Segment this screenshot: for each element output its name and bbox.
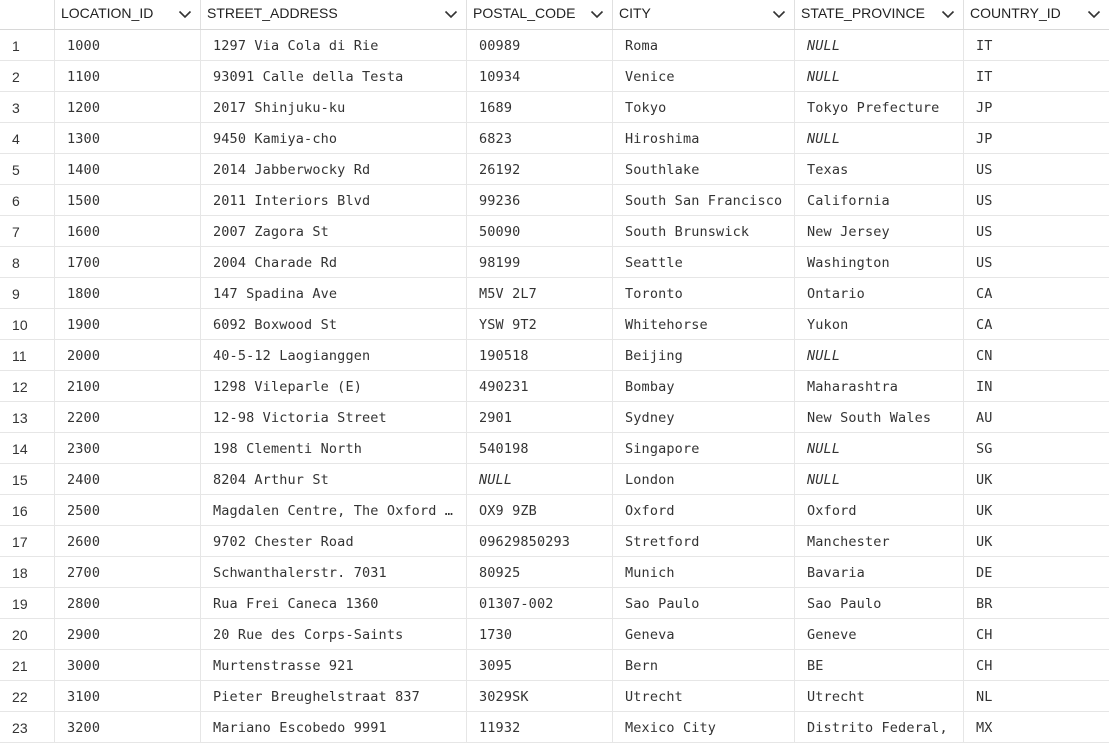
cell-postal-code[interactable]: 99236 — [467, 185, 613, 215]
cell-street-address[interactable]: 2007 Zagora St — [201, 216, 467, 246]
cell-country-id[interactable]: JP — [976, 100, 993, 116]
cell-location-id[interactable]: 2000 — [55, 340, 201, 370]
cell-state-province[interactable]: NULL — [795, 61, 964, 91]
cell-row-number[interactable]: 5 — [0, 154, 55, 184]
cell-row-number[interactable]: 3 — [0, 92, 55, 122]
table-row[interactable] — [0, 340, 1109, 371]
table-row[interactable] — [0, 309, 1109, 340]
cell-location-id[interactable]: 3000 — [55, 650, 201, 680]
cell-postal-code[interactable]: 490231 — [467, 371, 613, 401]
cell-state-province[interactable]: New South Wales — [795, 402, 964, 432]
cell-country-id[interactable]: IN — [976, 379, 993, 395]
column-header-label: CITY — [619, 5, 651, 21]
cell-location-id[interactable]: 1600 — [55, 216, 201, 246]
cell-state-province[interactable]: Sao Paulo — [795, 588, 964, 618]
table-row[interactable] — [0, 30, 1109, 61]
column-header-postal-code[interactable] — [467, 0, 613, 29]
cell-postal-code[interactable]: 10934 — [467, 61, 613, 91]
cell-city[interactable]: South Brunswick — [613, 216, 795, 246]
table-row[interactable] — [0, 433, 1109, 464]
cell-row-number[interactable]: 18 — [0, 557, 55, 587]
cell-row-number[interactable]: 21 — [0, 650, 55, 680]
cell-location-id[interactable]: 2100 — [55, 371, 201, 401]
cell-location-id[interactable]: 2800 — [55, 588, 201, 618]
column-header-street-address[interactable] — [201, 0, 467, 29]
table-row[interactable] — [0, 123, 1109, 154]
cell-street-address[interactable]: 2014 Jabberwocky Rd — [201, 154, 467, 184]
cell-row-number[interactable]: 9 — [0, 278, 55, 308]
table-row[interactable] — [0, 681, 1109, 712]
cell-row-number[interactable]: 11 — [0, 340, 55, 370]
cell-state-province[interactable]: New Jersey — [795, 216, 964, 246]
cell-street-address[interactable]: 12-98 Victoria Street — [201, 402, 467, 432]
cell-city[interactable]: Beijing — [613, 340, 795, 370]
cell-city[interactable]: Singapore — [613, 433, 795, 463]
cell-postal-code[interactable]: 1730 — [467, 619, 613, 649]
cell-state-province[interactable]: NULL — [795, 30, 964, 60]
cell-state-province[interactable]: Tokyo Prefecture — [795, 92, 964, 122]
cell-postal-code[interactable]: YSW 9T2 — [467, 309, 613, 339]
cell-location-id[interactable]: 1400 — [55, 154, 201, 184]
cell-row-number[interactable]: 14 — [0, 433, 55, 463]
cell-location-id[interactable]: 3100 — [55, 681, 201, 711]
table-row[interactable] — [0, 278, 1109, 309]
table-row[interactable] — [0, 216, 1109, 247]
table-row[interactable] — [0, 650, 1109, 681]
table-row[interactable] — [0, 619, 1109, 650]
column-header-location-id[interactable] — [55, 0, 201, 29]
column-header-state-province[interactable] — [795, 0, 964, 29]
cell-street-address[interactable]: 6092 Boxwood St — [201, 309, 467, 339]
cell-street-address[interactable]: 8204 Arthur St — [201, 464, 467, 494]
cell-postal-code[interactable]: 98199 — [467, 247, 613, 277]
cell-location-id[interactable]: 2600 — [55, 526, 201, 556]
cell-row-number[interactable]: 19 — [0, 588, 55, 618]
table-row[interactable] — [0, 61, 1109, 92]
cell-country-id[interactable]: UK — [976, 503, 993, 519]
cell-street-address[interactable]: 1298 Vileparle (E) — [201, 371, 467, 401]
cell-state-province[interactable]: Ontario — [795, 278, 964, 308]
cell-city[interactable]: Sydney — [613, 402, 795, 432]
cell-state-province[interactable]: NULL — [795, 340, 964, 370]
cell-location-id[interactable]: 2400 — [55, 464, 201, 494]
cell-location-id[interactable]: 2300 — [55, 433, 201, 463]
cell-country-id[interactable]: CH — [976, 658, 993, 674]
cell-location-id[interactable]: 1000 — [55, 30, 201, 60]
cell-street-address[interactable]: 9450 Kamiya-cho — [201, 123, 467, 153]
column-header-label: LOCATION_ID — [61, 5, 154, 21]
cell-location-id[interactable]: 1200 — [55, 92, 201, 122]
cell-country-id[interactable]: SG — [976, 441, 993, 457]
cell-country-id[interactable]: JP — [976, 131, 993, 147]
table-row[interactable] — [0, 371, 1109, 402]
cell-country-id[interactable]: AU — [976, 410, 993, 426]
cell-postal-code[interactable]: 2901 — [467, 402, 613, 432]
cell-postal-code[interactable]: 01307-002 — [467, 588, 613, 618]
cell-country-id[interactable]: UK — [976, 472, 993, 488]
chevron-down-icon[interactable] — [772, 7, 786, 21]
cell-country-id[interactable]: US — [976, 193, 993, 209]
cell-city[interactable]: Tokyo — [613, 92, 795, 122]
cell-street-address[interactable]: 40-5-12 Laogianggen — [201, 340, 467, 370]
cell-street-address[interactable]: 2011 Interiors Blvd — [201, 185, 467, 215]
cell-city[interactable]: Whitehorse — [613, 309, 795, 339]
cell-row-number[interactable]: 13 — [0, 402, 55, 432]
cell-street-address[interactable]: 20 Rue des Corps-Saints — [201, 619, 467, 649]
cell-country-id[interactable]: CH — [976, 627, 993, 643]
cell-city[interactable]: Stretford — [613, 526, 795, 556]
cell-state-province[interactable]: Yukon — [795, 309, 964, 339]
cell-row-number[interactable]: 6 — [0, 185, 55, 215]
cell-postal-code[interactable]: 3029SK — [467, 681, 613, 711]
cell-state-province[interactable]: Geneve — [795, 619, 964, 649]
table-row[interactable] — [0, 154, 1109, 185]
cell-location-id[interactable]: 2700 — [55, 557, 201, 587]
cell-row-number[interactable]: 15 — [0, 464, 55, 494]
cell-city[interactable]: Sao Paulo — [613, 588, 795, 618]
cell-country-id[interactable]: US — [976, 224, 993, 240]
cell-street-address[interactable]: Schwanthalerstr. 7031 — [201, 557, 467, 587]
chevron-down-icon[interactable] — [941, 7, 955, 21]
cell-postal-code[interactable]: 6823 — [467, 123, 613, 153]
cell-row-number[interactable]: 1 — [0, 30, 55, 60]
column-header-row-number[interactable] — [0, 0, 55, 29]
cell-street-address[interactable]: Magdalen Centre, The Oxford … — [201, 495, 467, 525]
cell-postal-code[interactable]: 3095 — [467, 650, 613, 680]
cell-country-id[interactable]: CA — [976, 317, 993, 333]
cell-location-id[interactable]: 2200 — [55, 402, 201, 432]
cell-state-province[interactable]: Manchester — [795, 526, 964, 556]
cell-state-province[interactable]: BE — [795, 650, 964, 680]
cell-street-address[interactable]: 2004 Charade Rd — [201, 247, 467, 277]
table-row[interactable] — [0, 557, 1109, 588]
cell-street-address[interactable]: Pieter Breughelstraat 837 — [201, 681, 467, 711]
cell-postal-code[interactable]: M5V 2L7 — [467, 278, 613, 308]
cell-street-address[interactable]: 1297 Via Cola di Rie — [201, 30, 467, 60]
cell-state-province[interactable]: Texas — [795, 154, 964, 184]
cell-postal-code[interactable]: 190518 — [467, 340, 613, 370]
cell-postal-code[interactable]: 11932 — [467, 712, 613, 742]
chevron-down-icon[interactable] — [444, 7, 458, 21]
cell-street-address[interactable]: Murtenstrasse 921 — [201, 650, 467, 680]
cell-city[interactable]: Oxford — [613, 495, 795, 525]
cell-state-province[interactable]: NULL — [795, 433, 964, 463]
cell-row-number[interactable]: 23 — [0, 712, 55, 742]
cell-location-id[interactable]: 1100 — [55, 61, 201, 91]
cell-state-province[interactable]: California — [795, 185, 964, 215]
cell-country-id[interactable]: MX — [976, 720, 993, 736]
cell-country-id[interactable]: DE — [976, 565, 993, 581]
cell-country-id[interactable]: US — [976, 255, 993, 271]
cell-row-number[interactable]: 4 — [0, 123, 55, 153]
cell-row-number[interactable]: 8 — [0, 247, 55, 277]
cell-row-number[interactable]: 16 — [0, 495, 55, 525]
cell-postal-code[interactable]: OX9 9ZB — [467, 495, 613, 525]
cell-location-id[interactable]: 1500 — [55, 185, 201, 215]
chevron-down-icon[interactable] — [1087, 7, 1101, 21]
cell-postal-code[interactable]: 540198 — [467, 433, 613, 463]
chevron-down-icon[interactable] — [590, 7, 604, 21]
table-row[interactable] — [0, 464, 1109, 495]
cell-state-province[interactable]: Washington — [795, 247, 964, 277]
cell-state-province[interactable]: NULL — [795, 123, 964, 153]
table-row[interactable] — [0, 92, 1109, 123]
cell-row-number[interactable]: 7 — [0, 216, 55, 246]
table-row[interactable] — [0, 402, 1109, 433]
cell-location-id[interactable]: 1700 — [55, 247, 201, 277]
cell-country-id[interactable]: CA — [976, 286, 993, 302]
cell-city[interactable]: Geneva — [613, 619, 795, 649]
cell-location-id[interactable]: 2500 — [55, 495, 201, 525]
cell-row-number[interactable]: 10 — [0, 309, 55, 339]
cell-postal-code[interactable]: 50090 — [467, 216, 613, 246]
cell-street-address[interactable]: Rua Frei Caneca 1360 — [201, 588, 467, 618]
cell-state-province[interactable]: Distrito Federal, — [795, 712, 964, 742]
cell-city[interactable]: Munich — [613, 557, 795, 587]
cell-city[interactable]: Mexico City — [613, 712, 795, 742]
cell-postal-code[interactable]: NULL — [467, 464, 613, 494]
cell-state-province[interactable]: Bavaria — [795, 557, 964, 587]
column-header-label: STATE_PROVINCE — [801, 5, 925, 21]
cell-street-address[interactable]: 2017 Shinjuku-ku — [201, 92, 467, 122]
cell-location-id[interactable]: 1300 — [55, 123, 201, 153]
cell-postal-code[interactable]: 1689 — [467, 92, 613, 122]
cell-location-id[interactable]: 3200 — [55, 712, 201, 742]
table-row[interactable] — [0, 588, 1109, 619]
cell-city[interactable]: London — [613, 464, 795, 494]
cell-country-id[interactable]: UK — [976, 534, 993, 550]
column-header-label: COUNTRY_ID — [970, 5, 1061, 21]
cell-country-id[interactable]: US — [976, 162, 993, 178]
cell-postal-code[interactable]: 26192 — [467, 154, 613, 184]
cell-country-id[interactable]: IT — [976, 69, 993, 85]
cell-city[interactable]: Southlake — [613, 154, 795, 184]
column-header-country-id[interactable] — [964, 0, 1109, 29]
cell-row-number[interactable]: 20 — [0, 619, 55, 649]
cell-city[interactable]: Bern — [613, 650, 795, 680]
cell-row-number[interactable]: 12 — [0, 371, 55, 401]
grid-body — [0, 30, 1109, 743]
cell-country-id[interactable]: CN — [976, 348, 993, 364]
cell-street-address[interactable]: 93091 Calle della Testa — [201, 61, 467, 91]
cell-location-id[interactable]: 2900 — [55, 619, 201, 649]
cell-postal-code[interactable]: 80925 — [467, 557, 613, 587]
cell-country-id[interactable]: NL — [976, 689, 993, 705]
cell-row-number[interactable]: 2 — [0, 61, 55, 91]
cell-city[interactable]: Hiroshima — [613, 123, 795, 153]
column-header-city[interactable] — [613, 0, 795, 29]
cell-street-address[interactable]: 198 Clementi North — [201, 433, 467, 463]
cell-row-number[interactable]: 17 — [0, 526, 55, 556]
cell-street-address[interactable]: Mariano Escobedo 9991 — [201, 712, 467, 742]
cell-postal-code[interactable]: 09629850293 — [467, 526, 613, 556]
cell-postal-code[interactable]: 00989 — [467, 30, 613, 60]
table-row[interactable] — [0, 712, 1109, 743]
cell-state-province[interactable]: NULL — [795, 464, 964, 494]
cell-city[interactable]: Seattle — [613, 247, 795, 277]
cell-state-province[interactable]: Oxford — [795, 495, 964, 525]
cell-country-id[interactable]: BR — [976, 596, 993, 612]
cell-city[interactable]: Bombay — [613, 371, 795, 401]
cell-city[interactable]: Venice — [613, 61, 795, 91]
cell-location-id[interactable]: 1900 — [55, 309, 201, 339]
cell-country-id[interactable]: IT — [976, 38, 993, 54]
column-header-label: STREET_ADDRESS — [207, 5, 338, 21]
cell-street-address[interactable]: 147 Spadina Ave — [201, 278, 467, 308]
cell-city[interactable]: South San Francisco — [613, 185, 795, 215]
table-row[interactable] — [0, 495, 1109, 526]
cell-row-number[interactable]: 22 — [0, 681, 55, 711]
cell-city[interactable]: Utrecht — [613, 681, 795, 711]
grid-header — [0, 0, 1109, 30]
cell-location-id[interactable]: 1800 — [55, 278, 201, 308]
column-header-label: POSTAL_CODE — [473, 5, 576, 21]
cell-state-province[interactable]: Maharashtra — [795, 371, 964, 401]
cell-street-address[interactable]: 9702 Chester Road — [201, 526, 467, 556]
chevron-down-icon[interactable] — [178, 7, 192, 21]
cell-city[interactable]: Toronto — [613, 278, 795, 308]
table-row[interactable] — [0, 247, 1109, 278]
table-row[interactable] — [0, 526, 1109, 557]
cell-state-province[interactable]: Utrecht — [795, 681, 964, 711]
table-row[interactable] — [0, 185, 1109, 216]
cell-city[interactable]: Roma — [613, 30, 795, 60]
